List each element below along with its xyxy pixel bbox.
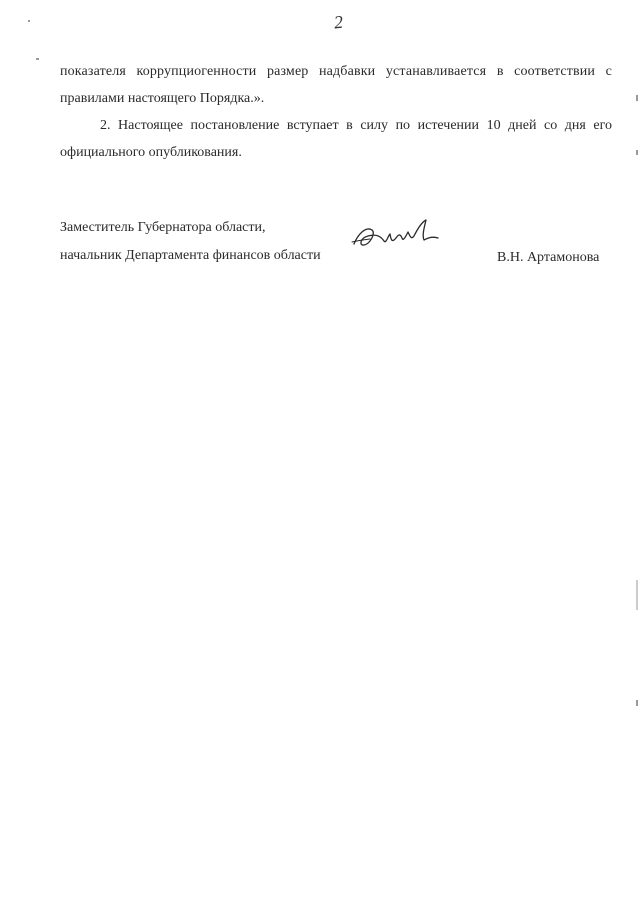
paragraph-1 <box>60 58 612 112</box>
signatory-title-line-2: начальник Департамента финансов области <box>60 248 321 263</box>
paragraph-2-line-1: 2. Настоящее постановление вступает в силу по истечении 10 дней со дня его <box>100 118 612 133</box>
signatory-name: В.Н. Артамонова <box>497 250 600 265</box>
scan-speck <box>636 95 638 101</box>
page-number: 2 <box>332 11 344 33</box>
scan-speck <box>636 150 638 155</box>
signatory-title-line-1: Заместитель Губернатора области, <box>60 220 266 235</box>
paragraph-2-line-2: официального опубликования. <box>60 145 242 160</box>
scan-speck <box>636 700 638 706</box>
paragraph-1-line-2: правилами настоящего Порядка.». <box>60 91 265 106</box>
scan-speck <box>636 580 638 610</box>
scan-speck <box>36 58 39 60</box>
paragraph-2 <box>60 112 612 166</box>
handwritten-signature-icon <box>348 214 442 254</box>
paragraph-1-line-1: показателя коррупциогенности размер надбавки устанавливается в соответствии с <box>60 64 612 79</box>
scan-speck <box>28 20 30 22</box>
signatory-title <box>60 214 321 270</box>
